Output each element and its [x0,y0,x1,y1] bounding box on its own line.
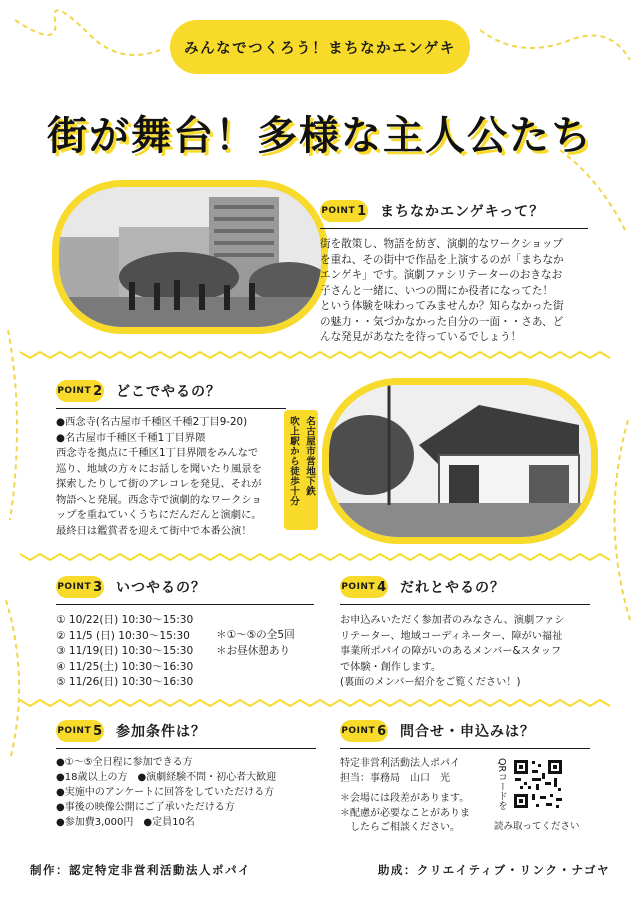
point4-badge [340,576,388,598]
badge-number: 2 [93,383,103,399]
zigzag-divider [20,350,616,360]
footer-credit-right: 助成：クリエイティブ・リンク・ナゴヤ [377,863,610,877]
point3-title: いつやるの？ [116,580,206,596]
street-photo [52,180,328,334]
badge-number: 5 [93,723,103,739]
point5-badge [56,720,104,742]
note-item: ＊お昼休憩あり [216,644,291,657]
date-list [56,613,216,691]
point1-badge [320,200,368,222]
badge-label: POINT [57,582,92,592]
zigzag-divider [20,552,616,562]
qr-code-icon[interactable] [512,758,564,810]
badge-label: POINT [321,206,356,216]
point2-body [56,415,286,539]
point5-header [56,720,316,742]
date-notes [216,613,295,691]
badge-number: 4 [377,579,387,595]
point3-rule [56,604,314,605]
text-line: 西念寺を拠点に千種区1丁目界隈をみんなで [56,447,259,459]
header-pill [170,20,470,74]
text-line: ＊配慮が必要なことがありま [340,807,470,819]
section-point1 [320,200,588,346]
text-line: ●西念寺(名古屋市千種区千種2丁目9-20) [56,416,248,428]
zigzag-divider [20,698,616,708]
text-line: ●参加費3,000円 ●定員10名 [56,817,195,828]
badge-label: POINT [57,386,92,396]
point4-rule [340,604,590,605]
access-line-1: 名古屋市営地下鉄 [304,416,315,496]
section-point2 [56,380,286,539]
page-title: 街が舞台！多様な主人公たち [47,113,593,159]
date-item: ④ 11/25(土) 10:30～16:30 [56,660,194,673]
badge-label: POINT [341,582,376,592]
date-item: ⑤ 11/26(日) 10:30～16:30 [56,676,194,688]
badge-label: POINT [57,726,92,736]
point1-rule [320,228,588,229]
point5-title: 参加条件は？ [116,724,206,740]
text-line: という体験を味わってみませんか？知らなかった街 [320,300,564,312]
section-point4 [340,576,590,691]
point4-header [340,576,590,598]
date-item: ③ 11/19(日) 10:30～15:30 [56,645,194,657]
text-line: ●名古屋市千種区千種1丁目界隈 [56,431,206,444]
text-line: ●18歳以上の方 ●演劇経験不問・初心者大歓迎 [56,772,277,783]
qr-vertical-label: QRコードを [496,758,507,811]
text-line: ●事後の映像公開にご了承いただける方 [56,802,235,813]
point1-title: まちなかエンゲキって？ [380,204,545,220]
note-item: ＊①～⑤の全5回 [216,629,295,641]
text-line: 特定非営利活動法人ポパイ [340,758,460,769]
text-line: 物語へと発展。西念寺で演劇的なワークショ [56,493,262,506]
access-line-2: 吹上駅から徒歩十分 [288,416,299,506]
qr-caption: 読み取ってください [494,821,580,832]
point2-header [56,380,286,402]
point1-body [320,237,588,346]
point3-body [56,613,314,691]
point6-badge [340,720,388,742]
text-line: の魅力・・気づかなかった自分の一面・・さあ、ど [320,315,564,328]
text-line: 最終日は鑑賞者を迎えて街中で本番公演！ [56,524,252,537]
text-line: したらご相談ください。 [340,822,460,833]
text-line: リテーター、地域コーディネーター、障がい福祉 [340,630,563,642]
point2-title: どこでやるの？ [116,384,221,400]
point6-title: 問合せ・申込みは？ [400,724,535,740]
point4-title: だれとやるの？ [400,580,505,596]
text-line: 子さんと一緒に、いつの間にか役者になってた！ [320,284,554,297]
point3-header [56,576,314,598]
footer-credit-left: 制作：認定特定非営利活動法人ポパイ [30,863,251,877]
badge-number: 1 [357,203,367,219]
point1-header [320,200,588,222]
point5-body [56,755,316,830]
point6-rule [340,748,590,749]
text-line: 事業所ポパイの障がいのあるメンバー&スタッフ [340,646,562,657]
text-line: 探索したりして街のアレコレを発見、それが [56,478,262,490]
text-line: ップを重ねていくうちにだんだんと演劇に。 [56,509,262,521]
text-line: で体験・創作します。 [340,661,442,673]
text-line: を重ね、その街中で作品を上演するのが「まちなか [320,253,564,266]
text-line: お申込みいただく参加者のみなさん、演劇ファシ [340,615,565,626]
text-line: ＊会場には段差があります。 [340,793,470,804]
point5-rule [56,748,316,749]
access-note [284,410,318,530]
footer [30,862,610,878]
point4-body [340,613,590,691]
header-pill-text: みんなでつくろう！まちなかエンゲキ [184,40,456,57]
badge-number: 6 [377,723,387,739]
section-point5 [56,720,316,830]
date-item: ② 11/5 (日) 10:30～15:30 [56,629,190,642]
section-point3 [56,576,314,691]
date-item: ① 10/22(日) 10:30～15:30 [56,614,194,626]
badge-number: 3 [93,579,103,595]
text-line: んな発見があなたを待っているでしょう！ [320,331,522,343]
text-line: ●①～⑤全日程に参加できる方 [56,757,193,768]
text-line: 街を散策し、物語を紡ぎ、演劇的なワークショップ [320,238,564,250]
point3-badge [56,576,104,598]
point2-badge [56,380,104,402]
text-line: (裏面のメンバー紹介をご覧ください！) [340,677,521,688]
text-line: 巡り、地域の方々にお話しを聞いたり風景を [56,462,262,475]
point6-body [340,757,500,836]
text-line: エンゲキ」です。演劇ファシリテーターのおきなお [320,269,563,281]
badge-label: POINT [341,726,376,736]
text-line: ●実施中のアンケートに回答をしていただける方 [56,787,275,798]
point6-header [340,720,590,742]
temple-photo [322,378,598,544]
point2-rule [56,408,286,409]
text-line: 担当：事務局 山口 光 [340,772,450,784]
